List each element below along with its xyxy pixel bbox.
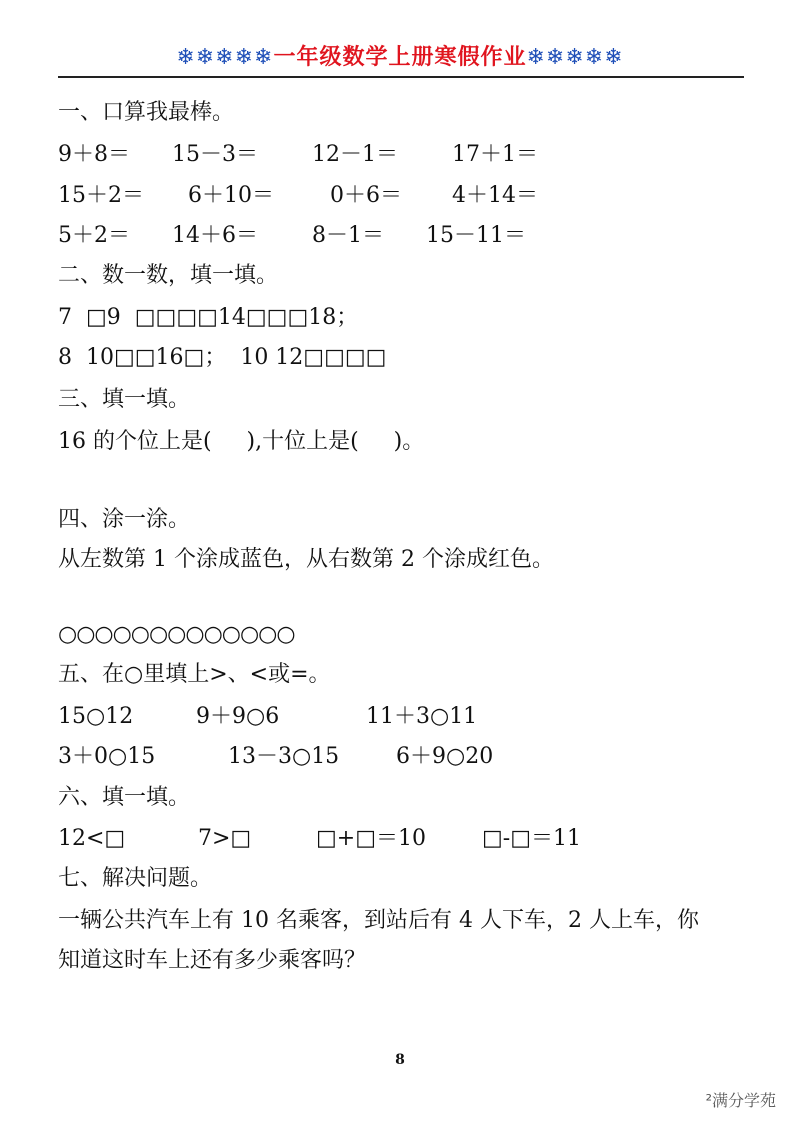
fill-blank-item: □-□＝11	[482, 826, 582, 851]
math-item: 15＋2＝	[58, 183, 144, 208]
math-item: 12－1＝	[312, 142, 398, 167]
math-item: 17＋1＝	[452, 142, 538, 167]
compare-item: 9＋9○6	[196, 704, 280, 729]
word-problem-line: 一辆公共汽车上有 10 名乘客，到站后有 4 人下车，2 人上车，你	[58, 908, 699, 933]
fill-blank-item: 12<□	[58, 826, 126, 851]
math-item: 5＋2＝	[58, 223, 130, 248]
sequence-line: 8 10□□16□； 10 12□□□□	[58, 345, 387, 370]
section-5-heading: 五、在○里填上>、<或=。	[58, 662, 331, 687]
place-value-question: 16 的个位上是( ),十位上是( )。	[58, 429, 425, 454]
math-item: 8－1＝	[312, 223, 384, 248]
fill-blank-item: 7>□	[198, 826, 252, 851]
section-6-heading: 六、填一填。	[58, 785, 191, 810]
fill-blank-item: □+□＝10	[316, 826, 427, 851]
math-item: 6＋10＝	[188, 183, 274, 208]
section-3-heading: 三、填一填。	[58, 387, 191, 412]
compare-item: 6＋9○20	[396, 744, 494, 769]
snowflake-icons-left: ❄❄❄❄❄	[176, 45, 274, 70]
section-2-heading: 二、数一数，填一填。	[58, 263, 279, 288]
math-item: 0＋6＝	[330, 183, 402, 208]
page-header	[0, 40, 800, 71]
sequence-line: 7 □9 □□□□14□□□18；	[58, 305, 359, 330]
compare-item: 3＋0○15	[58, 744, 156, 769]
math-item: 14＋6＝	[172, 223, 258, 248]
compare-item: 15○12	[58, 704, 134, 729]
coloring-instruction: 从左数第 1 个涂成蓝色，从右数第 2 个涂成红色。	[58, 547, 554, 572]
word-problem-line: 知道这时车上还有多少乘客吗？	[58, 948, 367, 973]
math-item: 4＋14＝	[452, 183, 538, 208]
math-item: 15－3＝	[172, 142, 258, 167]
snowflake-icons-right: ❄❄❄❄❄	[526, 45, 624, 70]
math-item: 15－11＝	[426, 223, 526, 248]
watermark: ²满分学苑	[705, 1091, 776, 1110]
page-number: 8	[395, 1052, 405, 1068]
math-item: 9＋8＝	[58, 142, 130, 167]
circle-row: ○○○○○○○○○○○○○	[58, 622, 295, 647]
section-1-heading: 一、口算我最棒。	[58, 100, 235, 125]
section-7-heading: 七、解决问题。	[58, 866, 213, 891]
compare-item: 11＋3○11	[366, 704, 478, 729]
compare-item: 13－3○15	[228, 744, 340, 769]
section-4-heading: 四、涂一涂。	[58, 507, 191, 532]
header-title: 一年级数学上册寒假作业	[273, 45, 527, 70]
header-divider	[58, 76, 744, 78]
